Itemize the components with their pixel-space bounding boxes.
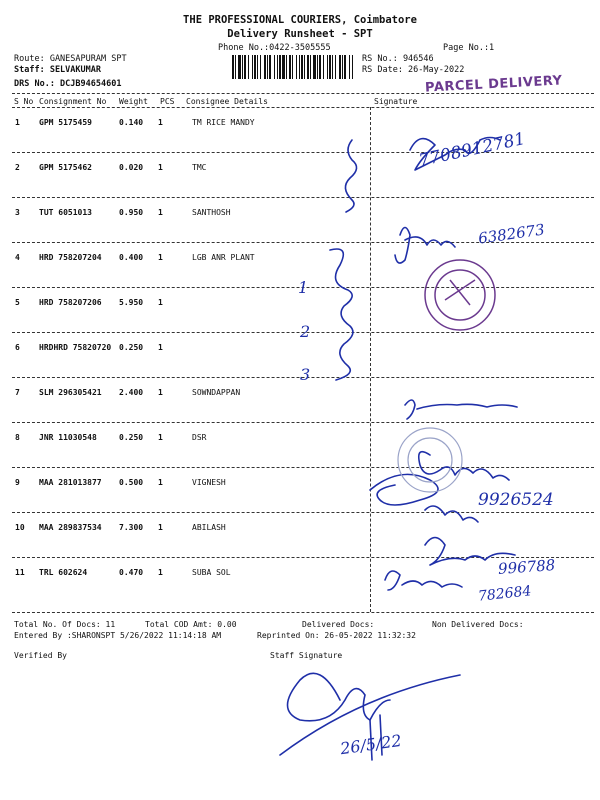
row1-handwritten-phone: 7708912781 bbox=[417, 128, 528, 172]
col-weight: Weight bbox=[119, 97, 148, 106]
entered-by: Entered By :SHARONSPT 5/26/2022 11:14:18 AM bbox=[14, 631, 222, 640]
handwritten-mark-2: 2 bbox=[300, 322, 311, 341]
row-weight: 0.250 bbox=[119, 433, 144, 442]
row-weight: 5.950 bbox=[119, 298, 144, 307]
route-label: Route: GANESAPURAM SPT bbox=[14, 54, 127, 64]
delivered-docs: Delivered Docs: bbox=[302, 620, 375, 629]
row-sno: 1 bbox=[15, 118, 20, 127]
row-consignment-no: HRDHRD 75820720 bbox=[39, 343, 112, 352]
row-pcs: 1 bbox=[158, 208, 163, 217]
sheet-title: Delivery Runsheet - SPT bbox=[227, 28, 373, 40]
row-pcs: 1 bbox=[158, 478, 163, 487]
row-sno: 6 bbox=[15, 343, 20, 352]
col-signature: Signature bbox=[374, 97, 418, 106]
row-sno: 7 bbox=[15, 388, 20, 397]
row-weight: 0.400 bbox=[119, 253, 144, 262]
row10-handwritten-phone: 996788 bbox=[497, 556, 556, 578]
page-number: Page No.:1 bbox=[443, 43, 495, 53]
row-consignment-no: TRL 602624 bbox=[39, 568, 88, 577]
row7-signature bbox=[405, 400, 517, 419]
row-pcs: 1 bbox=[158, 433, 163, 442]
row-consignee: SANTHOSH bbox=[192, 208, 231, 217]
row11-signature bbox=[385, 571, 462, 590]
col-consignee: Consignee Details bbox=[186, 97, 268, 106]
row-sno: 3 bbox=[15, 208, 20, 217]
handwritten-mark-3: 3 bbox=[300, 365, 311, 384]
total-docs: Total No. Of Docs: 11 bbox=[14, 620, 116, 629]
row-weight: 2.400 bbox=[119, 388, 144, 397]
row-pcs: 1 bbox=[158, 118, 163, 127]
col-sno: S No bbox=[14, 97, 34, 106]
row8-signature bbox=[419, 452, 509, 480]
row-sno: 8 bbox=[15, 433, 20, 442]
handwritten-mark-1: 1 bbox=[298, 278, 309, 297]
row-consignee: LGB ANR PLANT bbox=[192, 253, 255, 262]
row-consignee: TMC bbox=[192, 163, 207, 172]
phone-number: Phone No.:0422-3505555 bbox=[218, 43, 331, 53]
reprinted-on: Reprinted On: 26-05-2022 11:32:32 bbox=[257, 631, 416, 640]
col-consignment: Consignment No bbox=[39, 97, 107, 106]
row-consignee: TM RICE MANDY bbox=[192, 118, 255, 127]
parcel-delivery-stamp: PARCEL DELIVERY bbox=[424, 73, 563, 96]
rs-date: RS Date: 26-May-2022 bbox=[362, 65, 465, 75]
row-consignment-no: MAA 281013877 bbox=[39, 478, 102, 487]
row-sno: 10 bbox=[15, 523, 25, 532]
rs-number: RS No.: 946546 bbox=[362, 54, 434, 64]
row-consignee: VIGNESH bbox=[192, 478, 226, 487]
row-sno: 9 bbox=[15, 478, 20, 487]
row-consignment-no: JNR 11030548 bbox=[39, 433, 97, 442]
row-consignment-no: TUT 6051013 bbox=[39, 208, 92, 217]
row-weight: 0.500 bbox=[119, 478, 144, 487]
row-consignee: ABILASH bbox=[192, 523, 226, 532]
row-pcs: 1 bbox=[158, 523, 163, 532]
row-pcs: 1 bbox=[158, 253, 163, 262]
row-weight: 7.300 bbox=[119, 523, 144, 532]
row-consignment-no: HRD 758207206 bbox=[39, 298, 102, 307]
row-pcs: 1 bbox=[158, 343, 163, 352]
row-weight: 0.250 bbox=[119, 343, 144, 352]
row-pcs: 1 bbox=[158, 163, 163, 172]
row-sno: 2 bbox=[15, 163, 20, 172]
row-sno: 4 bbox=[15, 253, 20, 262]
staff-label: Staff: SELVAKUMAR bbox=[14, 65, 101, 75]
verified-by: Verified By bbox=[14, 651, 67, 660]
row-sno: 5 bbox=[15, 298, 20, 307]
row-consignee: SUBA SOL bbox=[192, 568, 231, 577]
row-weight: 0.950 bbox=[119, 208, 144, 217]
non-delivered-docs: Non Delivered Docs: bbox=[432, 620, 524, 629]
staff-signature-label: Staff Signature bbox=[270, 651, 343, 660]
row-weight: 0.470 bbox=[119, 568, 144, 577]
row-pcs: 1 bbox=[158, 568, 163, 577]
row-pcs: 1 bbox=[158, 388, 163, 397]
row-pcs: 1 bbox=[158, 298, 163, 307]
total-cod: Total COD Amt: 0.00 bbox=[145, 620, 237, 629]
row-consignment-no: MAA 289837534 bbox=[39, 523, 102, 532]
row-consignee: SOWNDAPPAN bbox=[192, 388, 241, 397]
row9-handwritten-phone: 9926524 bbox=[478, 490, 554, 510]
row-consignment-no: GPM 5175459 bbox=[39, 118, 92, 127]
row-consignment-no: GPM 5175462 bbox=[39, 163, 92, 172]
row-sno: 11 bbox=[15, 568, 25, 577]
staff-signature-date: 26/5/22 bbox=[338, 730, 403, 759]
row-weight: 0.140 bbox=[119, 118, 144, 127]
brace-mark-middle bbox=[330, 249, 353, 380]
row11-handwritten-phone: 782684 bbox=[477, 583, 533, 605]
company-title: THE PROFESSIONAL COURIERS, Coimbatore bbox=[183, 14, 417, 26]
row3-signature bbox=[395, 228, 455, 264]
row-consignment-no: SLM 296305421 bbox=[39, 388, 102, 397]
drs-number: DRS No.: DCJB94654601 bbox=[14, 79, 122, 89]
brace-mark-top bbox=[345, 140, 356, 212]
row-consignment-no: HRD 758207204 bbox=[39, 253, 102, 262]
row-consignee: DSR bbox=[192, 433, 207, 442]
col-pcs: PCS bbox=[160, 97, 175, 106]
row3-handwritten-phone: 6382673 bbox=[477, 220, 546, 248]
row-weight: 0.020 bbox=[119, 163, 144, 172]
